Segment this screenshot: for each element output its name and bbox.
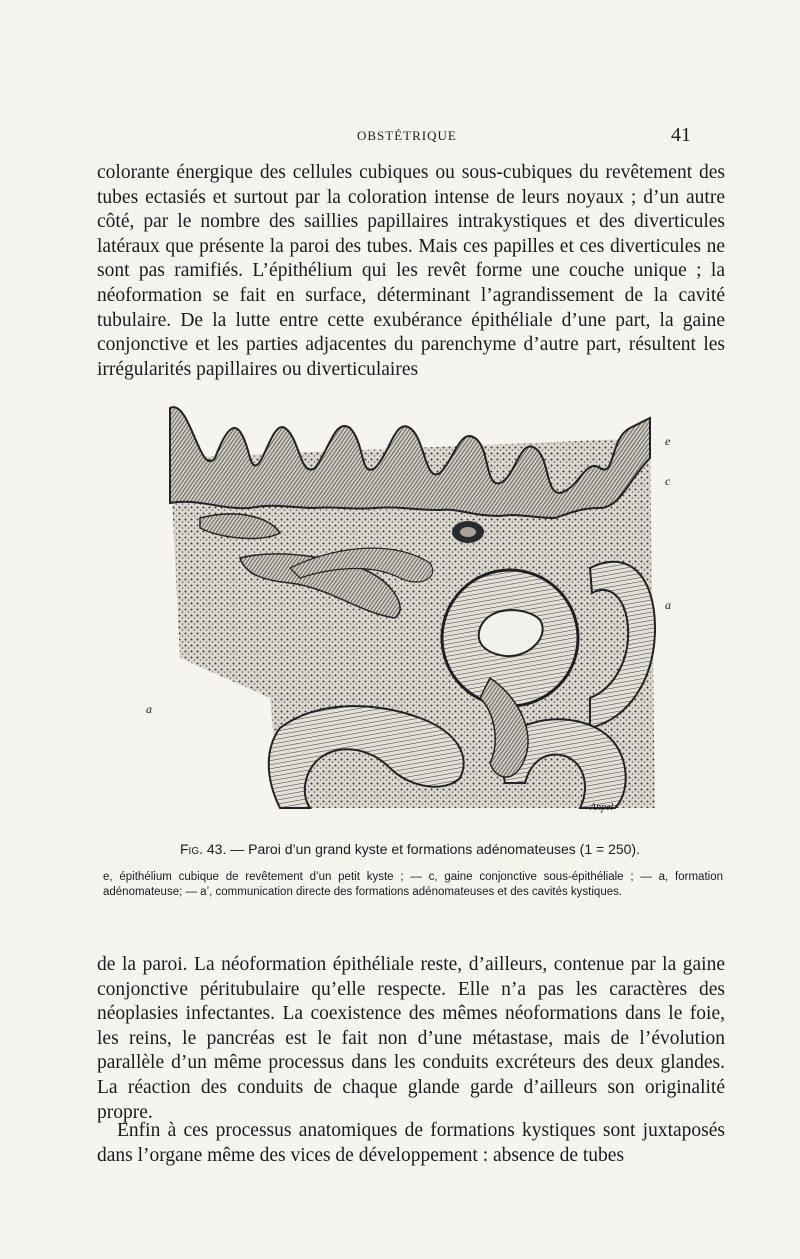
paragraph-bottom: de la paroi. La néoformation épithéliale reste, d’ailleurs, contenue par la gaine conjonctive péritubulaire qu’elle respecte. Elle n’a pas les caractères des néoplasies infectantes. La coexistence des mêmes néoformations dans le foie, les reins, le pancréas est le fait non d’une métastase, mais de l’évolution parallèle d’un même processus dans les conduits excréteurs des deux glandes. La réaction des conduits de chaque glande garde d’ailleurs son originalité propre. <box>97 954 725 1123</box>
engraver-signature: Anpel <box>590 802 614 813</box>
figure-illustration <box>146 398 671 816</box>
caption-number: Fig. 43. <box>180 841 227 857</box>
label-a-right: a <box>665 598 671 612</box>
label-c: c <box>665 474 671 488</box>
caption-text: — Paroi d’un grand kyste et formations adénomateuses (1 = 250). <box>230 841 640 857</box>
paragraph-top: colorante énergique des cellules cubiques ou sous-cubiques du revêtement des tubes ectasiés et surtout par la coloration intense de leurs noyaux ; d’un autre côté, par le nombre des saillies papillaires intrakystiques et des diverticules latéraux que présente la paroi des tubes. Mais ces papilles et ces diverticules ne sont pas ramifiés. L’épithélium qui les revêt forme une couche unique ; la néoformation se fait en surface, déterminant l’agrandissement de la cavité tubulaire. De la lutte entre cette exubérance épithéliale d’une part, la gaine conjonctive et les parties adjacentes du parenchyme d’autre part, résultent les irrégularités papillaires ou diverticulaires <box>97 162 725 380</box>
histology-engraving <box>160 398 660 816</box>
running-title: OBSTÉTRIQUE <box>357 128 457 143</box>
label-a-left: a <box>146 702 152 716</box>
page-number: 41 <box>671 124 691 146</box>
figure-caption <box>110 841 710 857</box>
label-e: e <box>665 434 671 448</box>
paragraph-bottom-2: Enfin à ces processus anatomiques de formations kystiques sont juxtaposés dans l’organe même des vices de développement : absence de tubes <box>97 1120 725 1166</box>
figure-legend: e, épithélium cubique de revêtement d’un petit kyste ; — c, gaine conjonctive sous-épithéliale ; — a, formation adénomateuse; — a’, communication directe des formations adénomateuses et des cavités kystiques. <box>103 871 723 898</box>
